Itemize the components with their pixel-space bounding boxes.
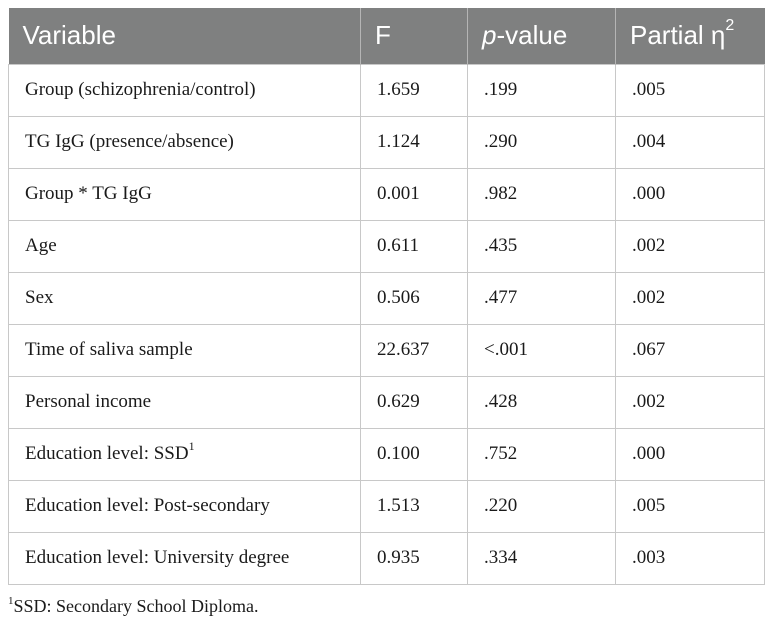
cell-p-value: .220 <box>468 480 616 532</box>
variable-text: Sex <box>25 287 54 308</box>
footnote-marker: 1 <box>8 595 14 607</box>
table-row <box>9 376 765 428</box>
variable-text: Time of saliva sample <box>25 339 193 360</box>
cell-p-value: .435 <box>468 220 616 272</box>
cell-f: 1.124 <box>361 116 468 168</box>
cell-f: 0.935 <box>361 532 468 584</box>
table-row <box>9 220 765 272</box>
cell-f: 0.611 <box>361 220 468 272</box>
footnote <box>8 596 259 617</box>
header-partial-eta <box>616 8 765 64</box>
table-row <box>9 168 765 220</box>
cell-f: 0.100 <box>361 428 468 480</box>
footnote-text: SSD: Secondary School Diploma. <box>13 596 259 616</box>
table-row <box>9 532 765 584</box>
header-p-value <box>468 8 616 64</box>
cell-variable <box>9 532 361 584</box>
variable-footnote-marker: 1 <box>188 439 195 453</box>
cell-p-value: .428 <box>468 376 616 428</box>
cell-p-value: .199 <box>468 64 616 116</box>
cell-partial-eta: .002 <box>616 272 765 324</box>
cell-p-value: .982 <box>468 168 616 220</box>
header-variable <box>9 8 361 64</box>
cell-partial-eta: .005 <box>616 64 765 116</box>
cell-partial-eta: .003 <box>616 532 765 584</box>
cell-variable <box>9 116 361 168</box>
cell-variable <box>9 272 361 324</box>
anova-table <box>8 8 765 585</box>
cell-partial-eta: .004 <box>616 116 765 168</box>
cell-partial-eta: .000 <box>616 168 765 220</box>
cell-p-value: .334 <box>468 532 616 584</box>
cell-f: 1.513 <box>361 480 468 532</box>
header-variable-label: Variable <box>22 20 116 51</box>
header-eta-label: Partial η <box>630 20 726 51</box>
anova-table-container <box>8 8 764 585</box>
cell-p-value: .477 <box>468 272 616 324</box>
cell-p-value: <.001 <box>468 324 616 376</box>
variable-text: Education level: Post-secondary <box>25 495 270 516</box>
header-eta-superscript: 2 <box>725 17 735 35</box>
cell-variable <box>9 480 361 532</box>
cell-variable <box>9 428 361 480</box>
variable-text: Personal income <box>25 391 152 412</box>
cell-p-value: .290 <box>468 116 616 168</box>
cell-f: 1.659 <box>361 64 468 116</box>
variable-text: Group (schizophrenia/control) <box>25 79 256 100</box>
table-header <box>9 8 765 64</box>
header-row <box>9 8 765 64</box>
table-row <box>9 64 765 116</box>
cell-partial-eta: .000 <box>616 428 765 480</box>
cell-variable <box>9 324 361 376</box>
cell-variable <box>9 168 361 220</box>
header-p-italic: p <box>482 20 497 51</box>
header-p-rest: -value <box>496 20 568 51</box>
variable-text: Group * TG IgG <box>25 183 152 204</box>
cell-p-value: .752 <box>468 428 616 480</box>
table-row <box>9 324 765 376</box>
cell-variable <box>9 220 361 272</box>
table-row <box>9 272 765 324</box>
header-f-label: F <box>375 20 391 51</box>
cell-f: 0.001 <box>361 168 468 220</box>
table-body <box>9 64 765 584</box>
table-row <box>9 428 765 480</box>
cell-partial-eta: .067 <box>616 324 765 376</box>
cell-f: 22.637 <box>361 324 468 376</box>
variable-text: Age <box>25 235 57 256</box>
table-row <box>9 116 765 168</box>
cell-partial-eta: .002 <box>616 220 765 272</box>
header-f <box>361 8 468 64</box>
cell-partial-eta: .005 <box>616 480 765 532</box>
table-row <box>9 480 765 532</box>
cell-variable <box>9 64 361 116</box>
variable-text: Education level: University degree <box>25 547 290 568</box>
cell-f: 0.506 <box>361 272 468 324</box>
cell-partial-eta: .002 <box>616 376 765 428</box>
cell-variable <box>9 376 361 428</box>
variable-text: TG IgG (presence/absence) <box>25 131 234 152</box>
variable-text: Education level: SSD <box>25 443 189 464</box>
cell-f: 0.629 <box>361 376 468 428</box>
